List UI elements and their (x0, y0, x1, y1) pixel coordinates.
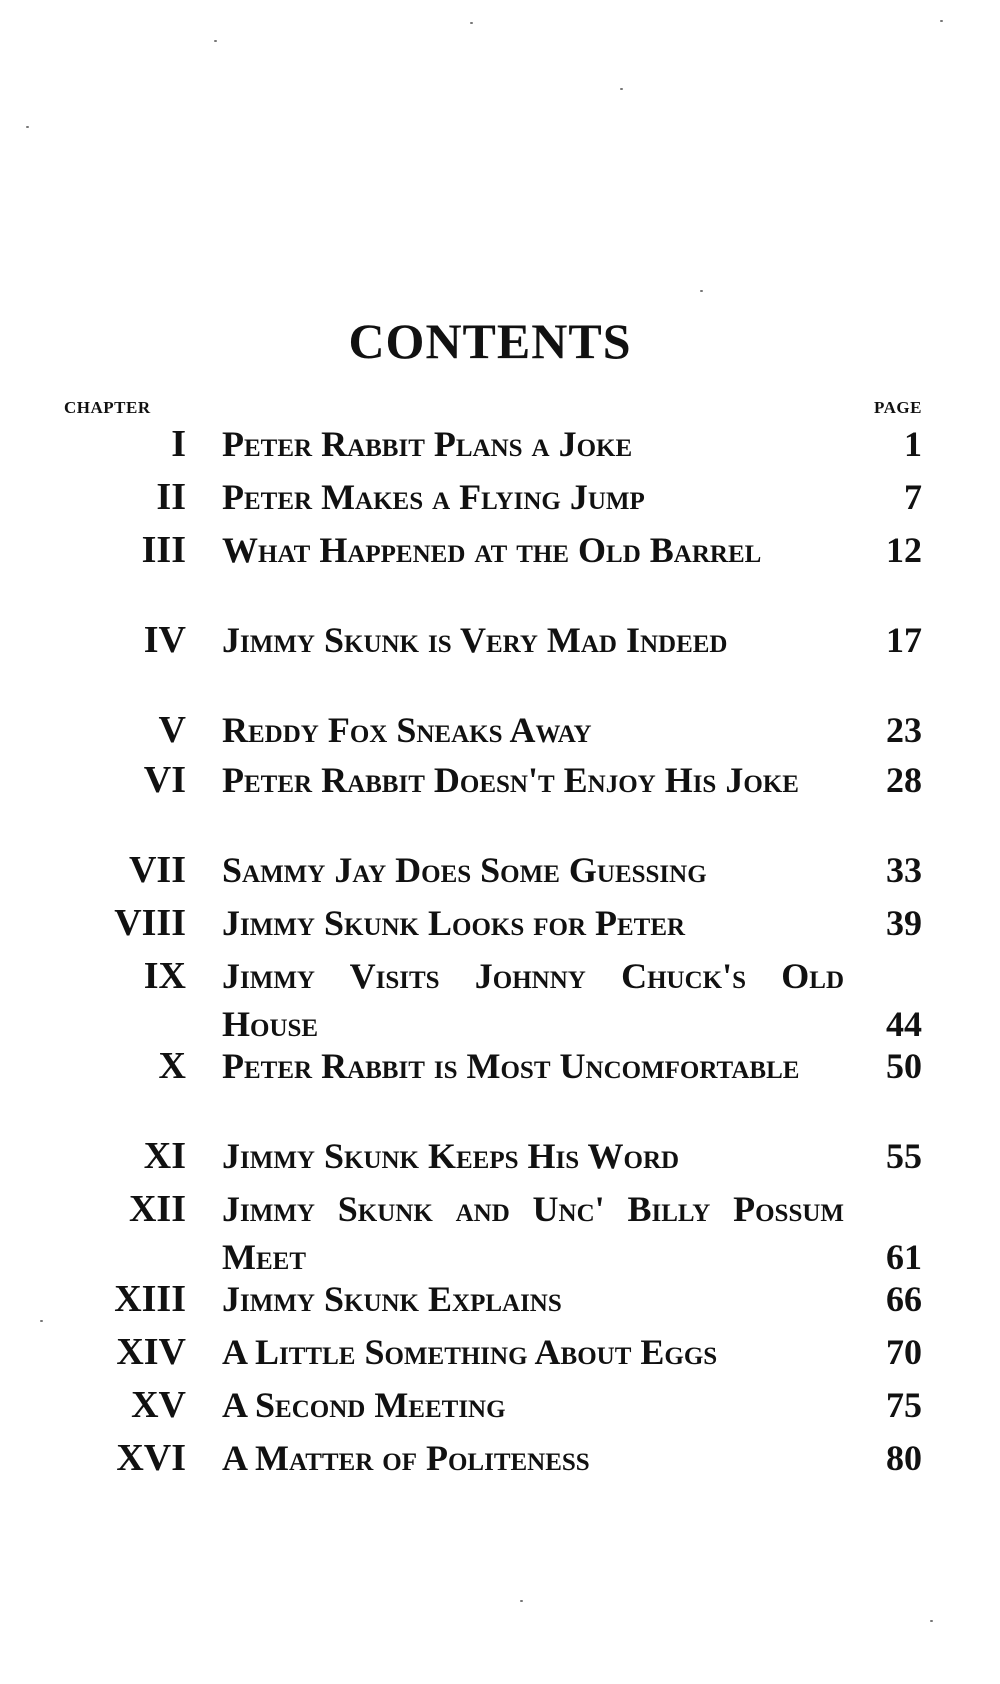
toc-entry (0, 846, 1000, 894)
chapter-number: XVI (116, 1437, 186, 1479)
page-column-header: PAGE (874, 398, 922, 417)
toc-entry (0, 1275, 1000, 1323)
print-speck (470, 22, 473, 24)
toc-entry (0, 1042, 1000, 1090)
chapter-number: X (158, 1045, 186, 1087)
toc-entry (0, 706, 1000, 754)
chapter-title: Jimmy Skunk and Unc' Billy Possum Meet (222, 1189, 844, 1277)
chapter-number: VI (143, 759, 186, 801)
chapter-title: Sammy Jay Does Some Guessing (222, 850, 707, 890)
chapter-title: What Happened at the Old Barrel (222, 530, 762, 570)
chapter-number: VIII (114, 902, 186, 944)
chapter-column-header: CHAPTER (64, 398, 151, 417)
toc-entry (0, 473, 1000, 521)
chapter-title: Peter Rabbit Plans a Joke (222, 424, 633, 464)
chapter-title: Peter Rabbit is Most Uncomfortable (222, 1046, 800, 1086)
toc-entry (0, 756, 1000, 804)
print-speck (26, 126, 29, 128)
print-speck (520, 1600, 523, 1602)
page-number: 7 (904, 477, 922, 517)
toc-entry (0, 1381, 1000, 1429)
chapter-title: A Second Meeting (222, 1385, 506, 1425)
page-number: 50 (886, 1046, 922, 1086)
page-number: 55 (886, 1136, 922, 1176)
chapter-number: XIV (116, 1331, 186, 1373)
toc-entry (0, 899, 1000, 947)
print-speck (214, 40, 217, 42)
print-speck (700, 290, 703, 292)
page-number: 39 (886, 903, 922, 943)
page-number: 44 (886, 1004, 922, 1044)
chapter-number: IX (143, 955, 186, 997)
print-speck (940, 20, 943, 22)
toc-entry (0, 952, 1000, 1048)
page-number: 70 (886, 1332, 922, 1372)
page-number: 12 (886, 530, 922, 570)
chapter-title: Jimmy Visits Johnny Chuck's Old House (222, 956, 844, 1044)
chapter-number: III (141, 529, 186, 571)
toc-entry (0, 526, 1000, 574)
page-number: 66 (886, 1279, 922, 1319)
toc-entry (0, 1132, 1000, 1180)
chapter-number: XIII (114, 1278, 186, 1320)
chapter-title: A Little Something About Eggs (222, 1332, 718, 1372)
chapter-number: II (156, 476, 186, 518)
chapter-number: XI (143, 1135, 186, 1177)
chapter-number: I (171, 423, 186, 465)
page-number: 23 (886, 710, 922, 750)
chapter-title: A Matter of Politeness (222, 1438, 590, 1478)
chapter-title: Jimmy Skunk is Very Mad Indeed (222, 620, 728, 660)
chapter-number: VII (128, 849, 186, 891)
toc-entry (0, 616, 1000, 664)
toc-entry (0, 1185, 1000, 1281)
print-speck (930, 1620, 933, 1622)
chapter-title: Jimmy Skunk Looks for Peter (222, 903, 686, 943)
chapter-title: Reddy Fox Sneaks Away (222, 710, 592, 750)
page-title: CONTENTS (348, 313, 632, 369)
chapter-title: Jimmy Skunk Explains (222, 1279, 562, 1319)
page-number: 1 (904, 424, 922, 464)
chapter-title: Jimmy Skunk Keeps His Word (222, 1136, 680, 1176)
chapter-number: XV (131, 1384, 186, 1426)
chapter-title: Peter Rabbit Doesn't Enjoy His Joke (222, 760, 799, 800)
chapter-number: IV (143, 619, 186, 661)
page-number: 28 (886, 760, 922, 800)
page-number: 61 (886, 1237, 922, 1277)
chapter-title: Peter Makes a Flying Jump (222, 477, 645, 517)
toc-entry (0, 1434, 1000, 1482)
toc-entry (0, 420, 1000, 468)
page-number: 75 (886, 1385, 922, 1425)
toc-entry (0, 1328, 1000, 1376)
page-number: 33 (886, 850, 922, 890)
page-number: 80 (886, 1438, 922, 1478)
page-number: 17 (886, 620, 922, 660)
print-speck (620, 88, 623, 90)
chapter-number: XII (128, 1188, 186, 1230)
chapter-number: V (158, 709, 186, 751)
